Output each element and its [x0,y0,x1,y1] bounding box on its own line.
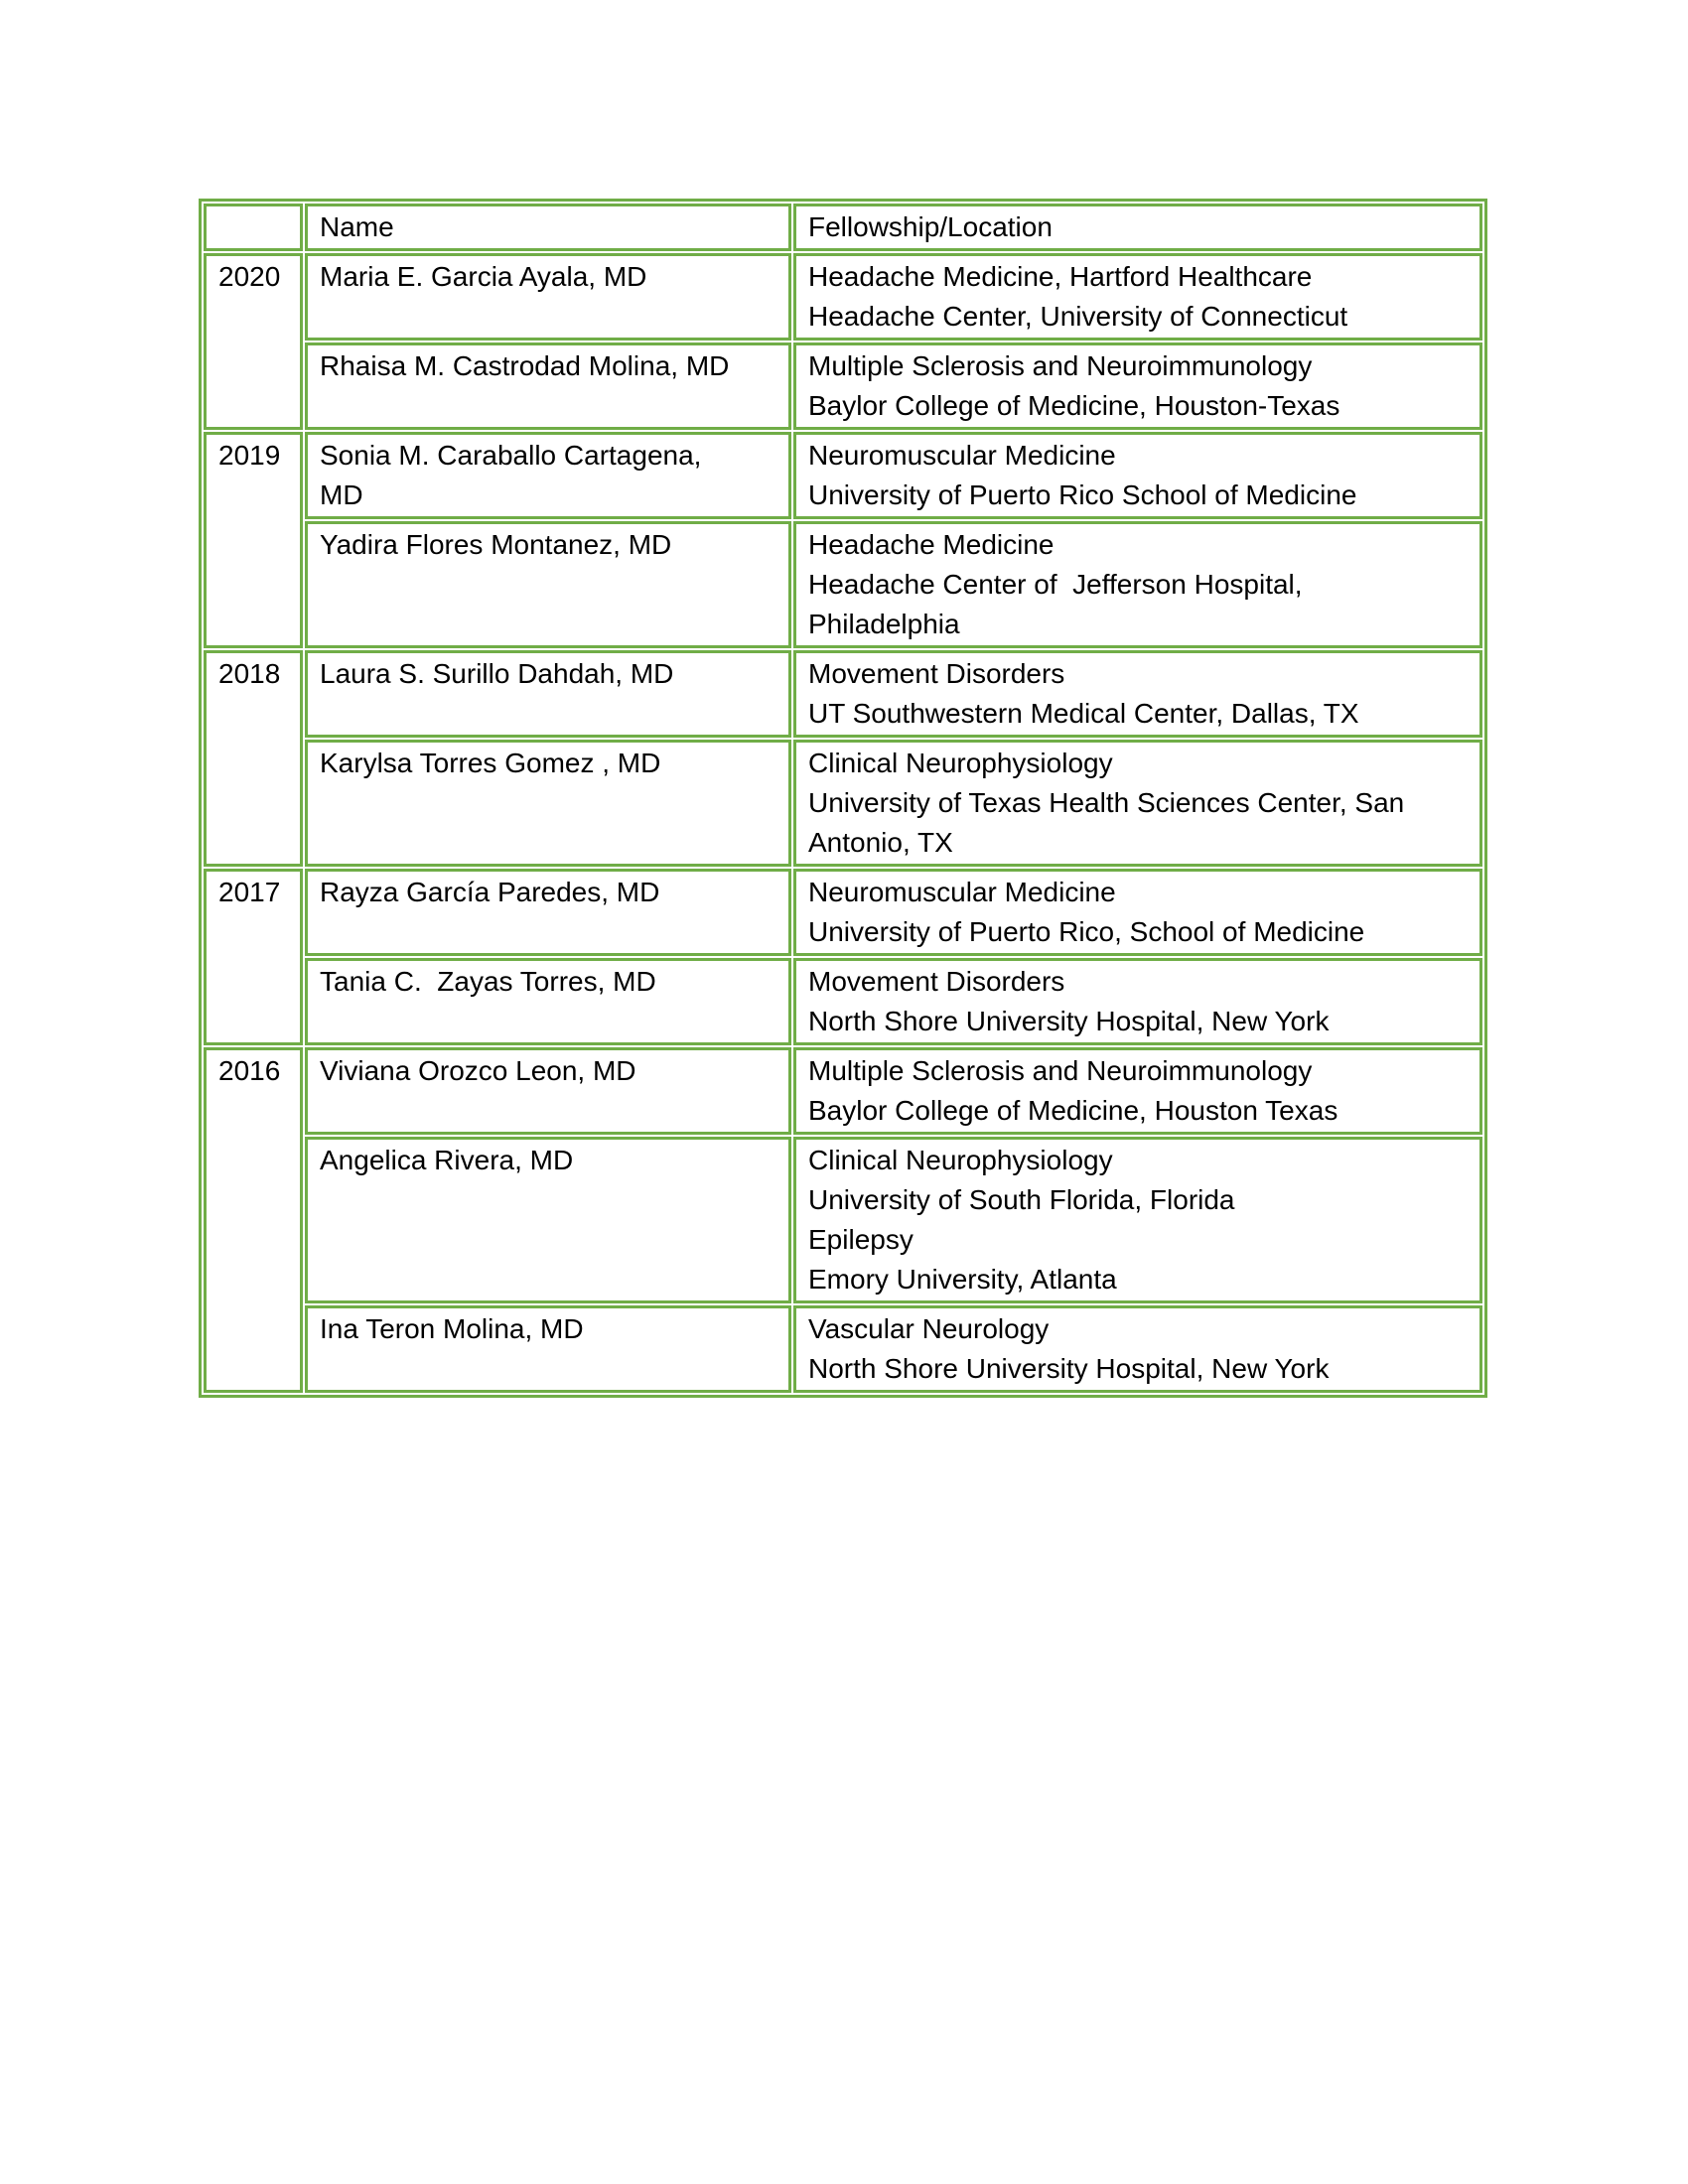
fellowship-line: Clinical Neurophysiology [808,1145,1113,1175]
fellow-name-line: Ina Teron Molina, MD [320,1313,584,1344]
fellow-name-line: Tania C. Zayas Torres, MD [320,966,656,997]
fellowship-line: University of Texas Health Sciences Center, San [808,787,1405,818]
fellowship-cell [793,342,1482,430]
table-row [204,1047,1482,1135]
fellowship-line: Neuromuscular Medicine [808,877,1116,907]
name-cell [305,253,791,341]
table-row [204,869,1482,956]
fellow-name-line: Viviana Orozco Leon, MD [320,1055,636,1086]
year-cell: 2017 [204,869,303,1045]
year-cell: 2019 [204,432,303,648]
fellowship-cell [793,650,1482,738]
fellowship-line: Headache Center of Jefferson Hospital, [808,569,1303,600]
fellowship-line: University of Puerto Rico School of Medicine [808,479,1357,510]
table-row [204,1137,1482,1303]
fellowship-cell [793,740,1482,867]
name-cell [305,1137,791,1303]
table-row [204,740,1482,867]
fellowship-line: UT Southwestern Medical Center, Dallas, TX [808,698,1359,729]
fellowship-line: Movement Disorders [808,966,1065,997]
name-cell [305,740,791,867]
fellowship-line: Baylor College of Medicine, Houston Texas [808,1095,1338,1126]
year-cell: 2016 [204,1047,303,1393]
table-row [204,432,1482,519]
fellowship-line: Neuromuscular Medicine [808,440,1116,471]
table-row [204,650,1482,738]
header-row [204,204,1482,251]
fellowship-cell [793,253,1482,341]
name-cell [305,521,791,648]
fellow-name-line: Angelica Rivera, MD [320,1145,574,1175]
fellowship-line: Multiple Sclerosis and Neuroimmunology [808,350,1313,381]
fellowship-line: Headache Medicine, Hartford Healthcare [808,261,1313,292]
name-cell [305,342,791,430]
fellow-name-line: Laura S. Surillo Dahdah, MD [320,658,674,689]
fellowship-cell [793,958,1482,1045]
fellowship-line: North Shore University Hospital, New York [808,1006,1330,1036]
name-cell [305,958,791,1045]
fellowship-line: University of Puerto Rico, School of Medicine [808,916,1365,947]
name-cell [305,432,791,519]
table-row [204,521,1482,648]
fellowship-cell [793,1047,1482,1135]
fellowship-cell [793,1137,1482,1303]
name-cell [305,1305,791,1393]
fellowship-line: Emory University, Atlanta [808,1264,1117,1295]
fellowship-cell [793,1305,1482,1393]
fellow-name-line: MD [320,479,363,510]
header-corner-cell [204,204,303,251]
table-row [204,253,1482,341]
table-row [204,342,1482,430]
name-cell [305,869,791,956]
fellowship-line: Headache Medicine [808,529,1055,560]
fellowship-line: Philadelphia [808,609,960,639]
year-cell: 2020 [204,253,303,430]
fellowship-cell [793,432,1482,519]
fellowship-cell [793,869,1482,956]
fellowship-line: Vascular Neurology [808,1313,1050,1344]
fellowship-line: Movement Disorders [808,658,1065,689]
fellowship-line: Antonio, TX [808,827,953,858]
fellow-name-line: Yadira Flores Montanez, MD [320,529,672,560]
fellow-name-line: Rhaisa M. Castrodad Molina, MD [320,350,730,381]
fellowship-line: Baylor College of Medicine, Houston-Texas [808,390,1340,421]
fellowship-line: University of South Florida, Florida [808,1184,1235,1215]
fellowship-line: North Shore University Hospital, New York [808,1353,1330,1384]
fellowship-line: Epilepsy [808,1224,914,1255]
table-row [204,958,1482,1045]
year-cell: 2018 [204,650,303,867]
fellow-name-line: Karylsa Torres Gomez , MD [320,748,661,778]
fellowship-line: Clinical Neurophysiology [808,748,1113,778]
fellowships-table [199,199,1487,1398]
header-fellowship-cell: Fellowship/Location [793,204,1482,251]
header-name-cell: Name [305,204,791,251]
fellow-name-line: Maria E. Garcia Ayala, MD [320,261,647,292]
fellow-name-line: Sonia M. Caraballo Cartagena, [320,440,702,471]
fellow-name-line: Rayza García Paredes, MD [320,877,660,907]
name-cell [305,1047,791,1135]
name-cell [305,650,791,738]
table-row [204,1305,1482,1393]
fellowship-line: Multiple Sclerosis and Neuroimmunology [808,1055,1313,1086]
fellowship-line: Headache Center, University of Connecticut [808,301,1348,332]
fellowship-cell [793,521,1482,648]
